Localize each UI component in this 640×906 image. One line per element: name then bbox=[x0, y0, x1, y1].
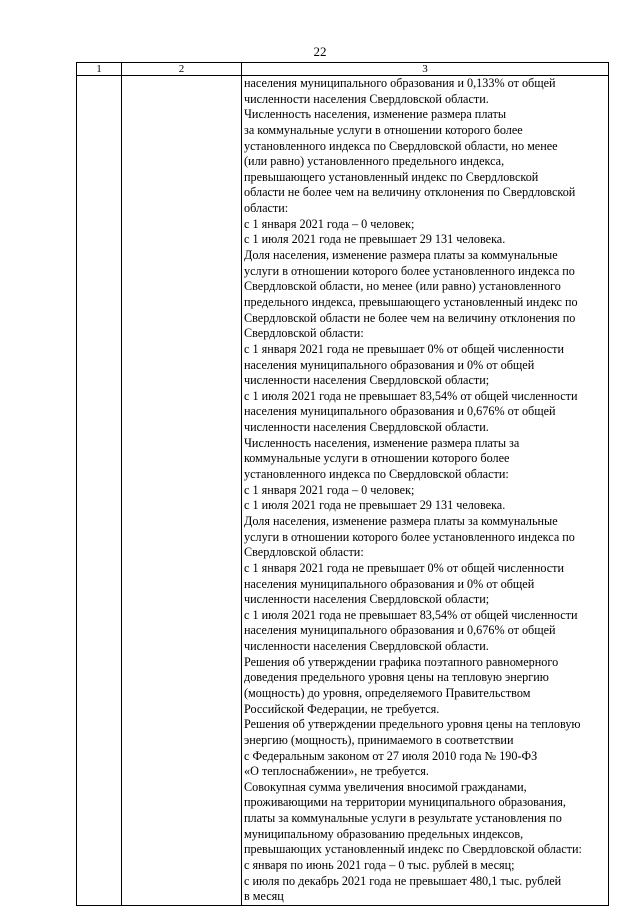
text-line: с июля по декабрь 2021 года не превышает 480,1 тыс. рублей bbox=[244, 873, 562, 888]
text-line: Свердловской области: bbox=[244, 545, 364, 560]
text-line: населения муниципального образования и 0% от общей bbox=[244, 576, 535, 591]
page-number: 22 bbox=[313, 44, 327, 59]
text-line: численности населения Свердловской области. bbox=[244, 420, 489, 435]
text-line: превышающих установленный индекс по Свердловской области: bbox=[244, 842, 582, 857]
text-line: области: bbox=[244, 201, 289, 216]
cell-column-1 bbox=[77, 76, 122, 906]
column-header-1: 1 bbox=[77, 63, 122, 76]
column-header-3: 3 bbox=[242, 63, 609, 76]
text-line: Совокупная сумма увеличения вносимой гражданами, bbox=[244, 779, 527, 794]
text-line: предельного индекса, превышающего установленный индекс по bbox=[244, 294, 578, 309]
text-line: с 1 января 2021 года – 0 человек; bbox=[244, 482, 415, 497]
text-line: установленного индекса по Свердловской области, но менее bbox=[244, 138, 558, 153]
text-line: Численность населения, изменение размера платы bbox=[244, 107, 507, 122]
text-line: с 1 января 2021 года не превышает 0% от общей численности bbox=[244, 341, 565, 356]
text-line: (или равно) установленного предельного индекса, bbox=[244, 154, 505, 169]
text-line: за коммунальные услуги в отношении которого более bbox=[244, 122, 523, 137]
document-table bbox=[76, 62, 609, 906]
text-line: населения муниципального образования и 0,676% от общей bbox=[244, 404, 556, 419]
text-line: с 1 января 2021 года – 0 человек; bbox=[244, 216, 415, 231]
text-line: численности населения Свердловской области; bbox=[244, 373, 490, 388]
text-line: с 1 июля 2021 года не превышает 83,54% от общей численности bbox=[244, 388, 578, 403]
text-line: области не более чем на величину отклонения по Свердловской bbox=[244, 185, 576, 200]
text-line: Свердловской области, но менее (или равно) установленного bbox=[244, 279, 561, 294]
text-line: с 1 июля 2021 года не превышает 29 131 человека. bbox=[244, 232, 506, 247]
cell-column-3 bbox=[242, 76, 609, 906]
text-line: численности населения Свердловской области; bbox=[244, 592, 490, 607]
text-line: с 1 июля 2021 года не превышает 29 131 человека. bbox=[244, 498, 506, 513]
text-line: платы за коммунальные услуги в результате установления по bbox=[244, 811, 562, 826]
table-header-row bbox=[77, 63, 609, 76]
text-line: «О теплоснабжении», не требуется. bbox=[244, 764, 429, 779]
text-line: энергию (мощность), принимаемого в соответствии bbox=[244, 732, 514, 747]
text-line: с января по июнь 2021 года – 0 тыс. рублей в месяц; bbox=[244, 858, 515, 873]
text-line: с 1 января 2021 года не превышает 0% от общей численности bbox=[244, 560, 565, 575]
text-line: Свердловской области не более чем на величину отклонения по bbox=[244, 310, 576, 325]
text-line: населения муниципального образования и 0,133% от общей bbox=[244, 76, 556, 90]
text-line: Доля населения, изменение размера платы за коммунальные bbox=[244, 248, 558, 263]
text-line: с 1 июля 2021 года не превышает 83,54% от общей численности bbox=[244, 607, 578, 622]
text-line: превышающего установленный индекс по Свердловской bbox=[244, 169, 539, 184]
text-line: проживающими на территории муниципального образования, bbox=[244, 795, 566, 810]
text-line: Доля населения, изменение размера платы за коммунальные bbox=[244, 513, 558, 528]
text-line: Решения об утверждении графика поэтапного равномерного bbox=[244, 654, 559, 669]
text-line: Свердловской области: bbox=[244, 326, 364, 341]
text-line: муниципальному образованию предельных индексов, bbox=[244, 826, 524, 841]
text-line: с Федеральным законом от 27 июля 2010 года № 190-ФЗ bbox=[244, 748, 538, 763]
text-line: населения муниципального образования и 0,676% от общей bbox=[244, 623, 556, 638]
cell-column-2 bbox=[122, 76, 242, 906]
column-header-2: 2 bbox=[122, 63, 242, 76]
text-line: Численность населения, изменение размера платы за bbox=[244, 435, 520, 450]
text-line: численности населения Свердловской области. bbox=[244, 639, 489, 654]
table-row bbox=[77, 76, 609, 906]
text-line: Решения об утверждении предельного уровня цены на тепловую bbox=[244, 717, 581, 732]
text-line: численности населения Свердловской области. bbox=[244, 91, 489, 106]
text-line: услуги в отношении которого более установленного индекса по bbox=[244, 263, 575, 278]
text-line: населения муниципального образования и 0% от общей bbox=[244, 357, 535, 372]
text-line: коммунальные услуги в отношении которого более bbox=[244, 451, 510, 466]
text-line: Российской Федерации, не требуется. bbox=[244, 701, 440, 716]
text-line: (мощность) до уровня, определяемого Правительством bbox=[244, 685, 531, 700]
text-line: услуги в отношении которого более установленного индекса по bbox=[244, 529, 575, 544]
text-line: доведения предельного уровня цены на тепловую энергию bbox=[244, 670, 549, 685]
text-line: установленного индекса по Свердловской области: bbox=[244, 467, 509, 482]
text-line: в месяц bbox=[244, 889, 284, 904]
